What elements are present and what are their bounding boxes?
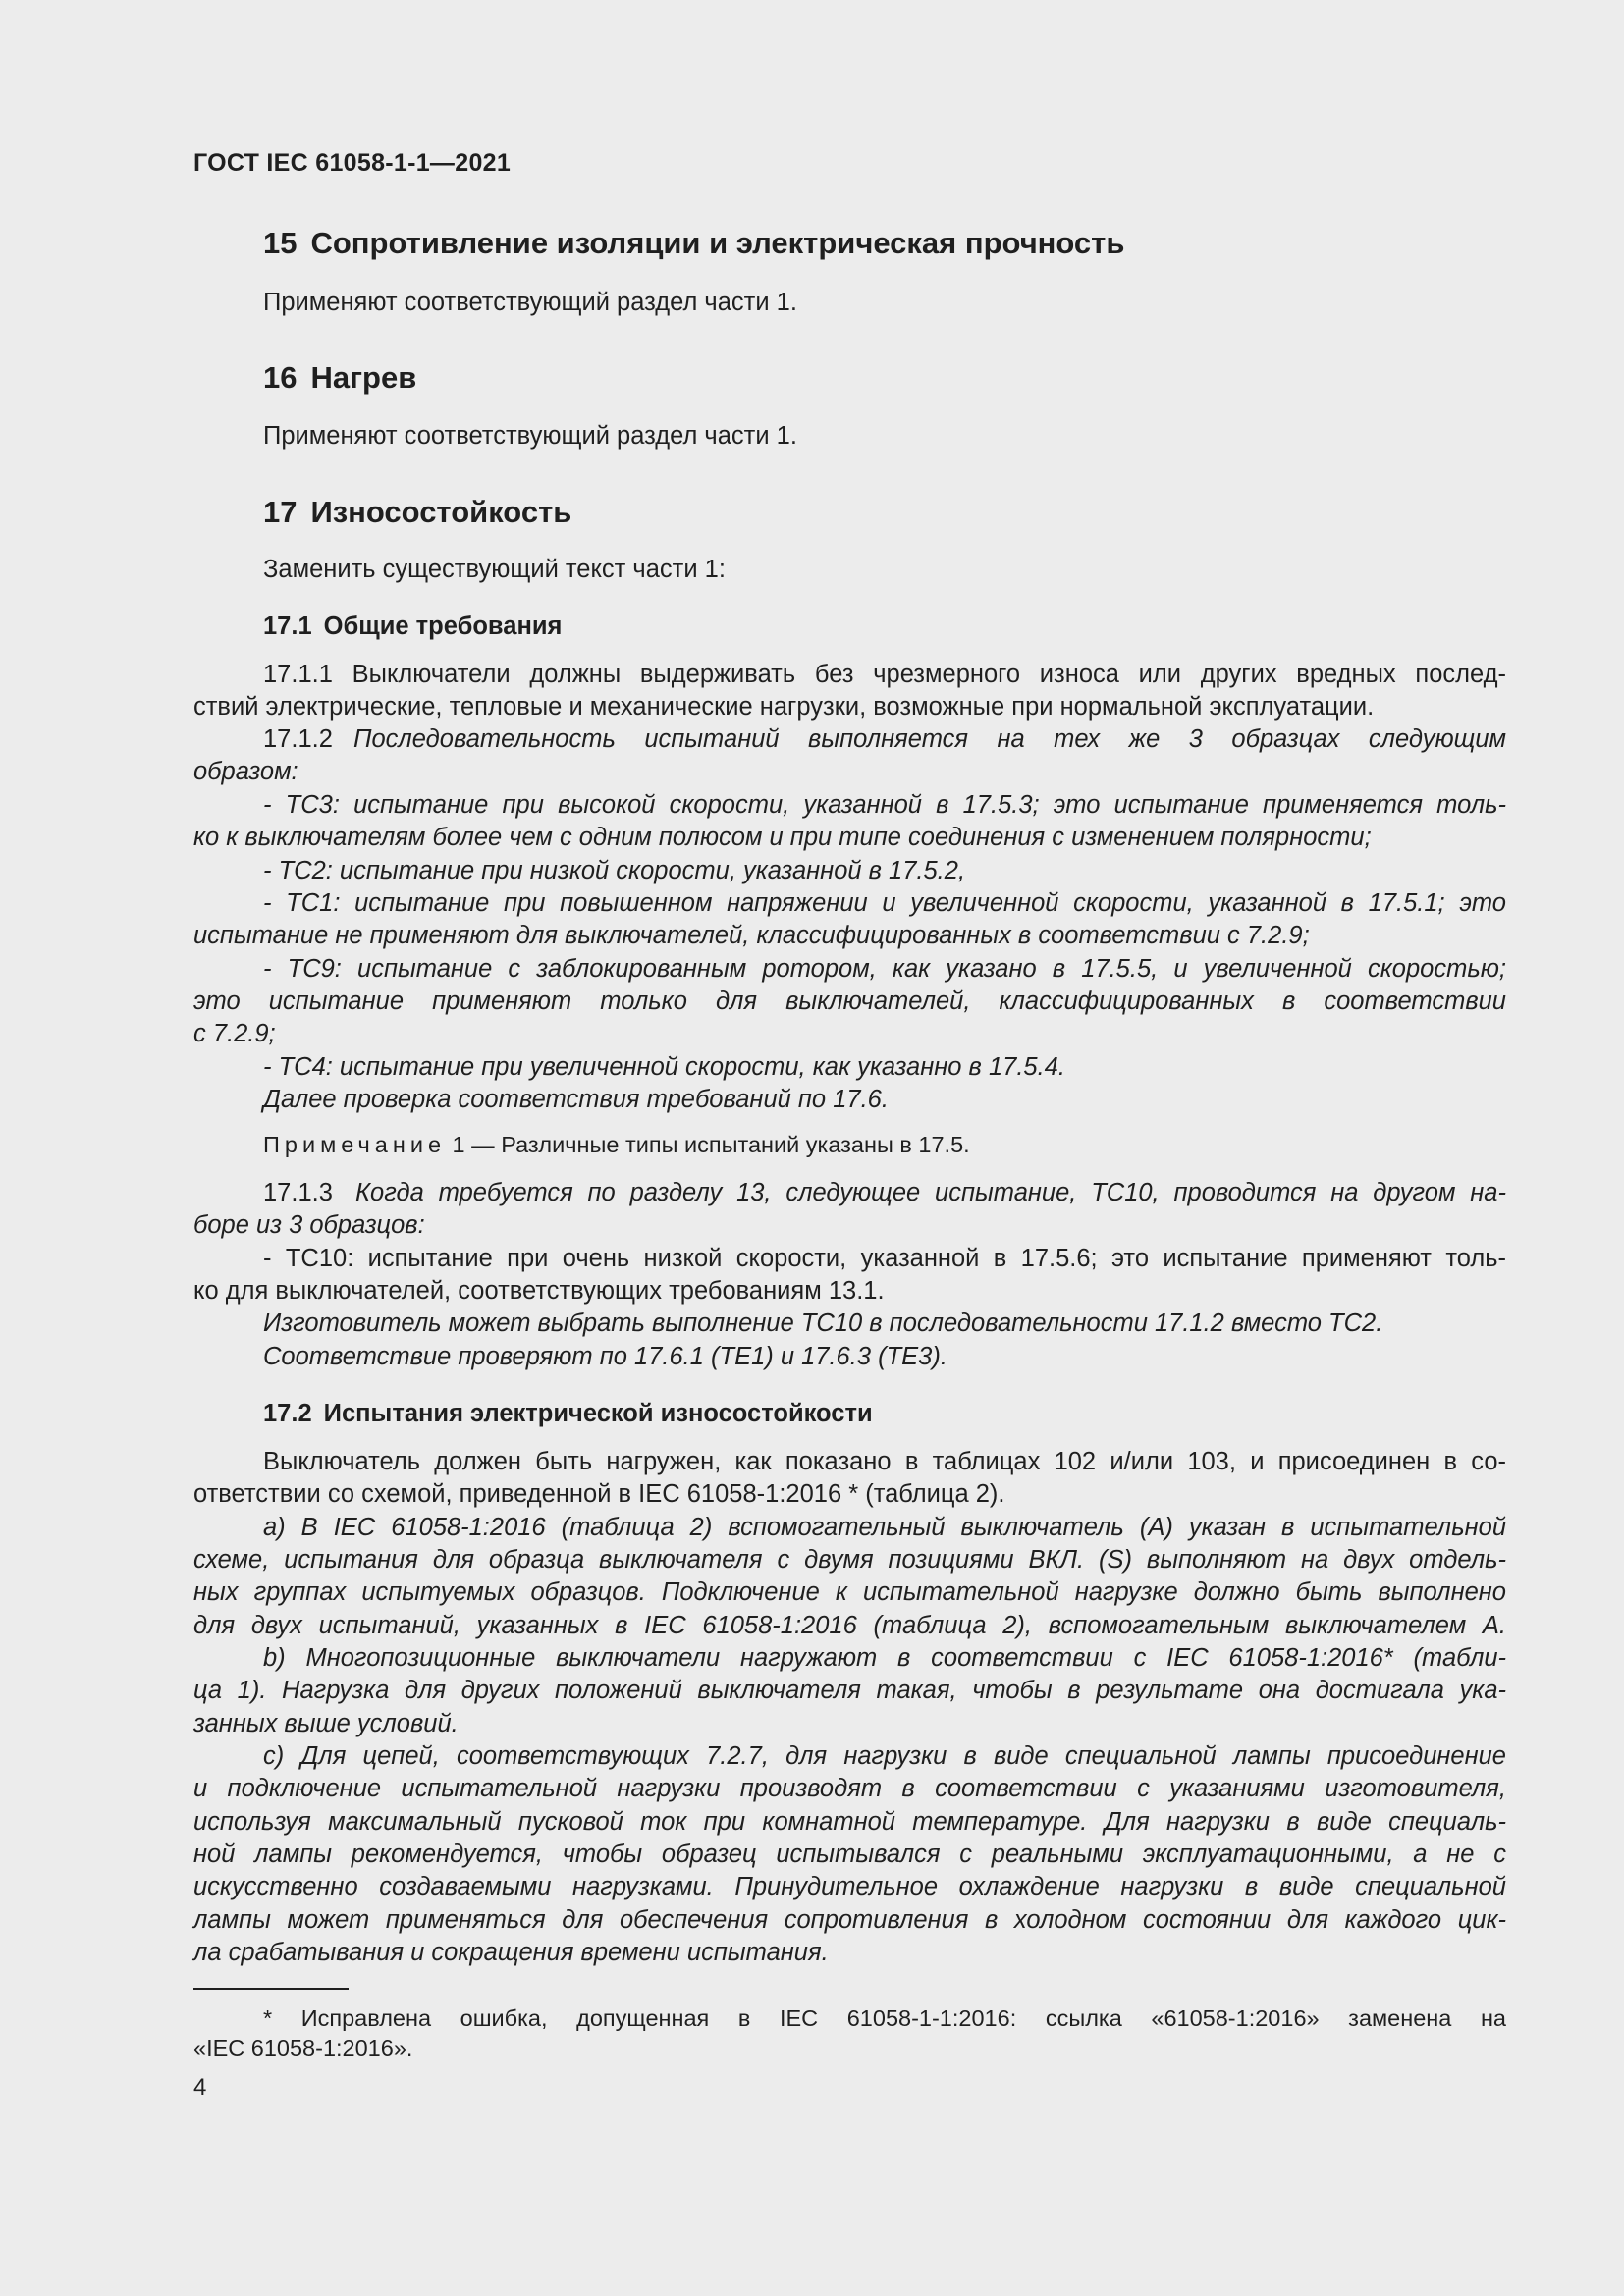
paragraph-line: ла срабатывания и сокращения времени испытания. xyxy=(193,1939,829,1966)
paragraph-line: используя максимальный пусковой ток при комнатной температуре. Для нагрузки в виде специаль- xyxy=(193,1808,1506,1836)
paragraph-line: Изготовитель может выбрать выполнение ТС10 в последовательности 17.1.2 вместо ТС2. xyxy=(263,1309,1383,1337)
paragraph-line: с 7.2.9; xyxy=(193,1020,276,1047)
list-item-c: c) Для цепей, соответствующих 7.2.7, для нагрузки в виде специальной лампы присоединение xyxy=(263,1742,1506,1770)
paragraph-line: схеме, испытания для образца выключателя с двумя позициями ВКЛ. (S) выполняют на двух отдель- xyxy=(193,1546,1506,1574)
paragraph-line: ко к выключателям более чем с одним полюсом и при типе соединения с изменением полярности; xyxy=(193,824,1372,851)
list-item-tc2: - ТС2: испытание при низкой скорости, указанной в 17.5.2, xyxy=(263,857,966,884)
list-item-tc4: - ТС4: испытание при увеличенной скорости, как указанно в 17.5.4. xyxy=(263,1053,1065,1081)
list-item-tc3: - ТС3: испытание при высокой скорости, указанной в 17.5.3; это испытание применяется толь- xyxy=(263,791,1506,819)
paragraph-line: занных выше условий. xyxy=(193,1710,459,1737)
section-16-text: Применяют соответствующий раздел части 1. xyxy=(263,422,797,450)
page-number: 4 xyxy=(193,2074,207,2101)
paragraph-line: ных группах испытуемых образцов. Подключение к испытательной нагрузке должно быть выполнено xyxy=(193,1578,1506,1606)
section-17-text: Заменить существующий текст части 1: xyxy=(263,556,726,583)
document-header: ГОСТ IEC 61058-1-1—2021 xyxy=(193,149,512,177)
clause-number: 17.1.3 xyxy=(263,1179,333,1206)
section-17-heading xyxy=(263,495,571,530)
paragraph-line: и подключение испытательной нагрузки производят в соответствии с указаниями изготовителя, xyxy=(193,1775,1506,1802)
subsection-number: 17.2 xyxy=(263,1400,312,1427)
paragraph-line: ной лампы рекомендуется, чтобы образец испытывался с реальными эксплуатационными, а не с xyxy=(193,1841,1506,1868)
paragraph-line: Когда требуется по разделу 13, следующее испытание, ТС10, проводится на другом на- xyxy=(355,1179,1506,1206)
note xyxy=(263,1132,970,1158)
section-number: 15 xyxy=(263,226,298,260)
subsection-17-2-heading xyxy=(263,1400,873,1428)
section-15-text: Применяют соответствующий раздел части 1. xyxy=(263,289,797,316)
section-title: Нагрев xyxy=(310,360,417,395)
note-text: 1 — Различные типы испытаний указаны в 17.5. xyxy=(446,1132,970,1157)
paragraph-line: испытание не применяют для выключателей, классифицированных в соответствии с 7.2.9; xyxy=(193,922,1310,949)
list-item-a: a) В IEC 61058-1:2016 (таблица 2) вспомогательный выключатель (А) указан в испытательной xyxy=(263,1514,1506,1541)
paragraph-line: образом: xyxy=(193,758,298,785)
paragraph-line: ответствии со схемой, приведенной в IEC 61058-1:2016 * (таблица 2). xyxy=(193,1480,1005,1508)
section-number: 16 xyxy=(263,360,298,395)
paragraph-line: Выключатель должен быть нагружен, как показано в таблицах 102 и/или 103, и присоединен в со- xyxy=(263,1448,1506,1475)
footnote-separator xyxy=(193,1988,349,1990)
paragraph-line: ко для выключателей, соответствующих требованиям 13.1. xyxy=(193,1277,885,1305)
paragraph-line: ствий электрические, тепловые и механические нагрузки, возможные при нормальной эксплуатации. xyxy=(193,693,1375,721)
subsection-title: Испытания электрической износостойкости xyxy=(323,1400,873,1427)
subsection-number: 17.1 xyxy=(263,613,312,640)
paragraph-line: ца 1). Нагрузка для других положений выключателя такая, чтобы в результате она достигала ука- xyxy=(193,1677,1506,1704)
paragraph-line: искусственно создаваемыми нагрузками. Принудительное охлаждение нагрузки в виде специальной xyxy=(193,1873,1506,1900)
paragraph-line: для двух испытаний, указанных в IEC 61058-1:2016 (таблица 2), вспомогательным выключателем А. xyxy=(193,1612,1506,1639)
paragraph-line: боре из 3 образцов: xyxy=(193,1211,425,1239)
paragraph-line: это испытание применяют только для выключателей, классифицированных в соответствии xyxy=(193,988,1506,1015)
section-15-heading xyxy=(263,226,1124,261)
paragraph-line: Соответствие проверяют по 17.6.1 (ТЕ1) и 17.6.3 (ТЕ3). xyxy=(263,1343,947,1370)
subsection-17-1-heading xyxy=(263,613,562,641)
paragraph-line: Далее проверка соответствия требований по 17.6. xyxy=(263,1086,889,1113)
paragraph-line: Последовательность испытаний выполняется на тех же 3 образцах следующим xyxy=(353,725,1506,753)
footnote-line: * Исправлена ошибка, допущенная в IEC 61058-1-1:2016: ссылка «61058-1:2016» заменена на xyxy=(263,2005,1506,2031)
clause-number: 17.1.2 xyxy=(263,725,333,753)
subsection-title: Общие требования xyxy=(323,613,563,640)
footnote-line: «IEC 61058-1:2016». xyxy=(193,2035,413,2060)
list-item-b: b) Многопозиционные выключатели нагружают в соответствии с IEC 61058-1:2016* (табли- xyxy=(263,1644,1506,1672)
paragraph-line: лампы может применяться для обеспечения сопротивления в холодном состоянии для каждого цик- xyxy=(193,1906,1506,1934)
section-title: Сопротивление изоляции и электрическая прочность xyxy=(310,226,1125,260)
section-16-heading xyxy=(263,360,416,396)
list-item-tc10: - ТС10: испытание при очень низкой скорости, указанной в 17.5.6; это испытание применяют толь- xyxy=(263,1245,1506,1272)
list-item-tc9: - ТС9: испытание с заблокированным ротором, как указано в 17.5.5, и увеличенной скоростью; xyxy=(263,955,1506,983)
paragraph-line: 17.1.1 Выключатели должны выдерживать без чрезмерного износа или других вредных послед- xyxy=(263,661,1506,688)
note-label: Примечание xyxy=(263,1132,447,1157)
section-title: Износостойкость xyxy=(310,495,572,529)
list-item-tc1: - ТС1: испытание при повышенном напряжении и увеличенной скорости, указанной в 17.5.1; это xyxy=(263,889,1506,917)
section-number: 17 xyxy=(263,495,298,529)
